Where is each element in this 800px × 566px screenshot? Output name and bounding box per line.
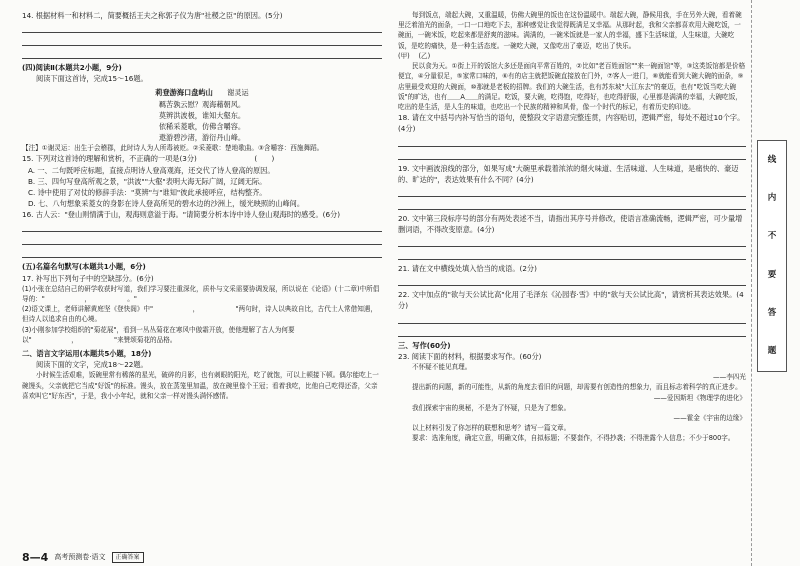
question-21: 21. 请在文中横线处填入恰当的成语。(2分) <box>398 264 537 274</box>
section-5-heading: (五)名篇名句默写(本题共1小题，6分) <box>22 262 146 272</box>
answer-line[interactable] <box>398 187 746 197</box>
poem-author: 谢灵运 <box>227 88 249 98</box>
question-22: 22. 文中加点的"欲与天公试比高"化用了毛泽东《沁园春·雪》中的"欲与天公试比高"，请赏析其表达效果。(4分) <box>398 290 744 311</box>
question-23: 23. 阅读下面的材料，根据要求写作。(60分) <box>398 351 542 361</box>
marker-jia: (甲) <box>398 51 410 60</box>
quote-2-source: ——爱因斯坦《物理学的进化》 <box>653 393 746 402</box>
spine-char: 内 <box>767 192 777 203</box>
binding-dash-line <box>751 0 752 566</box>
quote-3-source: ——霍金《宇宙的边缘》 <box>673 414 746 422</box>
poem-line: 莫辨洪波极，谁知大壑东。 <box>158 110 246 120</box>
answer-line[interactable] <box>22 23 382 33</box>
poem-line: 羁苦孰云慰？观海藉朝风。 <box>158 99 246 109</box>
answer-line[interactable] <box>22 49 382 59</box>
requirement-2: 要求：选准角度，确定立意，明确文体，自拟标题；不要套作，不得抄袭；不得泄露个人信息；不少于800字。 <box>412 434 735 443</box>
option-a[interactable]: A. 一、二句既呼应标题，直接点明诗人登高观海，还交代了诗人登高的原因。 <box>28 165 275 175</box>
spine-char: 不 <box>767 231 777 242</box>
answer-line[interactable] <box>22 36 382 46</box>
section-4-intro: 阅读下面这首诗，完成15～16题。 <box>36 74 148 84</box>
answer-line[interactable] <box>22 222 382 232</box>
question-17-2: (2)语文课上，老师讲解黄庭坚《登快阁》中" ， "两句时，诗人以典故自比，古代士人常借知遇，但诗人以追求自由的心境。 <box>22 305 377 324</box>
left-column <box>22 10 382 401</box>
question-20: 20. 文中第三段标序号的部分有两处表述不当，请指出其序号并修改，使语言准确流畅，逻辑严密，可少量增删词语，不得改变原意。(4分) <box>398 213 743 234</box>
brand-badge: 正确答案 <box>112 552 144 563</box>
option-c[interactable]: C. 诗中使用了对仗的修辞手法："莫辨"与"谁知"彼此承接呼应，结构整齐。 <box>28 187 267 197</box>
option-d[interactable]: D. 七、八句想象采菱女的身影在诗人登高所见的碧水边的沙洲上，缓光映照的山峰间。 <box>28 199 305 209</box>
passage-right-1: 每到饭点，端起大碗，又重温暖，仿佛大碗里的饭也在这份温暖中。端起大碗，静候用我，手在另外大碗，看着碗里泛着油光的面条，一口一口地吃下去，那种感觉让我觉得既满足又幸福。从那时起，我和父亲都喜欢用大碗吃饭，一碗面，一碗米饭，吃起来都是舒爽的滋味。满满的，一碗米饭就是一家人的幸福，盛下生活味道，人生味道，大碗吃饭，是吃的痛快，是一种生活态度。一碗吃大碗，又像吃出了豪迈，吃出了快乐。 <box>398 11 742 50</box>
answer-line[interactable] <box>398 200 746 210</box>
option-b[interactable]: B. 三、四句写登高所观之景，"洪波""大壑"表明大海无际广阔，辽阔无际。 <box>28 176 267 186</box>
right-column <box>398 10 746 444</box>
quote-1: 不怀疑不能见真理。 <box>412 362 472 371</box>
question-18: 18. 请在文中括号内补写恰当的语句，使整段文字语意完整连贯，内容贴切，逻辑严密，每处不超过10个字。(4分) <box>398 113 745 134</box>
page-footer <box>22 549 144 566</box>
poem-line: 依稀采菱歌，仿佛含嚼容。 <box>158 121 246 131</box>
section-three-heading: 三、写作(60分) <box>398 340 451 350</box>
passage-right-2: 民以食为天。①街上开的饭馆大多还是面向平常百姓的，②比如"老百姓面馆""来一碗面馆"等，③这类饭馆都是价格便宜，④分量很足，⑤家常口味的，⑥有的店主就把饭碗直接放在门外，⑦客人一进门，⑧就能看到大碗大碗的面条，⑨店里最受欢迎的大碗面，⑩那就是老板的招牌。我们的大碗生活，也有苏东坡"大江东去"的豪迈，也有"吃饭当吃大碗饭"的旷达，也有＿＿A＿＿的满足。吃饭，要大碗，吃得饱，吃得好，也吃得舒服，心里都是满满的幸福，大碗吃饭，吃出的是生活，是人生的味道，也吃出一个民族的精神和风骨，像一个时代的标记，有着历史的印迹。 <box>398 62 746 111</box>
question-14: 14. 根据材料一和材料二，简要概括王夫之称郭子仪为唐"社稷之臣"的原因。(5分) <box>22 11 283 20</box>
poem-note: 【注】①谢灵运：出生于会稽郡，此时诗人为人所毒被贬。②采菱歌：楚地歌曲。③含嚼容：西施舞蹈。 <box>22 144 324 153</box>
answer-line[interactable] <box>398 314 746 324</box>
spine-char: 答 <box>767 307 777 318</box>
answer-line[interactable] <box>398 250 746 260</box>
question-17: 17. 补写出下列句子中的空缺部分。(6分) <box>22 273 154 283</box>
passage-markers <box>398 51 746 61</box>
question-15: 15. 下列对这首诗的理解和赏析，不正确的一项是(3分) ( ) <box>22 154 275 164</box>
requirement-1: 以上材料引发了你怎样的联想和思考？请写一篇文章。 <box>412 424 571 433</box>
quote-2: 提出新的问题，新的可能性，从新的角度去看旧的问题，却需要有创造性的想象力，而且标志着科学的真正进步。 <box>412 383 742 392</box>
answer-line[interactable] <box>22 235 382 245</box>
quote-3: 我们探索宇宙的奥秘，不是为了怀疑，只是为了想象。 <box>412 403 571 412</box>
question-17-1: (1)小张在总结自己的研学收获时写道，我们学习要注重深化，质朴与文采需要协调发展，所以说在《论语》(十二章)中所倡导的：" ， 。" <box>22 284 380 303</box>
section-two-intro: 阅读下面的文字，完成18～22题。 <box>36 360 148 370</box>
question-19: 19. 文中画波浪线的部分，如果写成"大碗里承载着浓浓的烟火味道、生活味道、人生味道，是痛快的、豪迈的、旷达的"，表达效果有什么不同？(4分) <box>398 163 739 184</box>
answer-line[interactable] <box>398 327 746 337</box>
spine-char: 题 <box>767 346 777 357</box>
poem-title: 莉登游海口盘屿山 谢灵运 <box>155 88 249 98</box>
answer-line[interactable] <box>398 137 746 147</box>
spine-char: 要 <box>767 269 777 280</box>
spine-char: 线 <box>767 154 777 165</box>
section-two-heading: 二、语言文字运用(本题共5小题，18分) <box>22 349 152 359</box>
binding-warning <box>757 140 787 372</box>
answer-line[interactable] <box>22 248 382 258</box>
passage-left: 小时候生活艰难，饭碗里常有稀落的星光，破碎的月影，也有刺眼的阳光，吃了就饱，可以上顿接下顿。偶尔能吃上一碗馒头，父亲就把它当成"好饭"的标准。馒头，放在蒸笼里加温，放在碗里像个王冠；看着我吃，比他自己吃得还香，父亲喜欢叫它"好东西"，于是，我小小年纪，就和父亲一样对馒头满怀感情。 <box>22 371 379 400</box>
footer-title: 高考预测卷·语文 <box>54 553 106 562</box>
section-4-heading: (四)阅读Ⅱ(本题共2小题，9分) <box>22 63 122 73</box>
answer-line[interactable] <box>398 276 746 286</box>
page-number: 8—4 <box>22 551 49 564</box>
quote-1-source: ——李四光 <box>713 373 746 382</box>
marker-yi: (乙) <box>418 51 431 60</box>
poem-line: 遨游碧沙渚，游衍丹山峰。 <box>158 133 246 143</box>
answer-line[interactable] <box>398 237 746 247</box>
answer-line[interactable] <box>398 150 746 160</box>
question-17-3: (3)小刚参加学校组织的"菊花展"，看到一丛丛菊花在寒风中傲霜开放，使他理解了古人为何要以" ， "来赞颂菊花的品格。 <box>22 325 295 344</box>
question-16: 16. 古人云："登山则情满于山，观海则意溢于海。"请简要分析本诗中诗人登山观海时的感受。(6分) <box>22 210 341 220</box>
